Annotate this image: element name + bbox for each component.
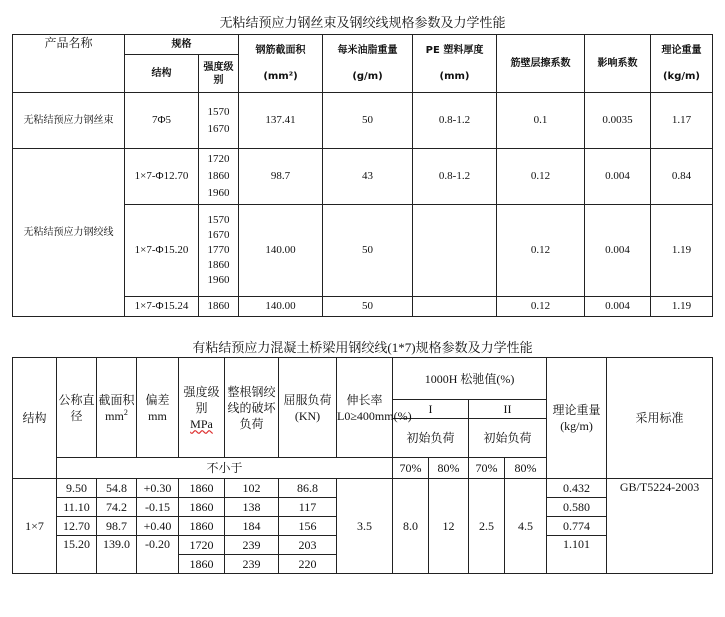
cell-friction: 0.1: [497, 93, 585, 149]
header-strength-unit: MPa: [190, 416, 213, 431]
strength-value: 1960: [207, 274, 230, 286]
strength-value: 1860: [207, 259, 230, 271]
bonded-strand-spec-table: [12, 357, 713, 574]
cell-weight: 1.19: [651, 297, 713, 317]
header-area: [239, 35, 323, 93]
cell-breaking: 184: [225, 517, 279, 536]
table2-title: 有粘结预应力混凝土桥梁用钢绞线(1*7)规格参数及力学性能: [192, 340, 533, 355]
header-spec: 规格: [125, 35, 239, 55]
cell-friction: 0.12: [497, 149, 585, 205]
cell-area: 98.7: [239, 149, 323, 205]
header-area-unit-sup: 2: [123, 407, 128, 417]
header-friction: 筋壁层擦系数: [497, 35, 585, 93]
header-pct80-i: 80%: [429, 458, 469, 479]
cell-weight: 1.101: [547, 536, 607, 574]
header-class-ii: II: [469, 400, 547, 419]
cell-strength: [199, 93, 239, 149]
cell-strength: [199, 205, 239, 297]
header-diameter: 公称直径: [57, 358, 97, 458]
cell-weight: 1.17: [651, 93, 713, 149]
strength-value: 1670: [207, 229, 230, 241]
header-area-unit: mm: [105, 408, 124, 423]
header-tolerance: 偏差mm: [137, 358, 179, 458]
cell-diameter: 11.10: [57, 498, 97, 517]
table-row: [13, 93, 713, 149]
header-structure: 结构: [125, 55, 199, 93]
cell-weight: 0.580: [547, 498, 607, 517]
cell-strength: [199, 149, 239, 205]
cell-strength: 1860: [179, 498, 225, 517]
cell-grease: 50: [323, 297, 413, 317]
header-pct70-ii: 70%: [469, 458, 505, 479]
cell-structure: 1×7-Φ15.24: [125, 297, 199, 317]
cell-grease: 50: [323, 205, 413, 297]
cell-area: 74.2: [97, 498, 137, 517]
header-pe: [413, 35, 497, 93]
cell-product: 无粘结预应力钢丝束: [13, 93, 125, 149]
cell-breaking: 138: [225, 498, 279, 517]
cell-area: 137.41: [239, 93, 323, 149]
steel-strand-spec-table: [12, 34, 713, 317]
cell-relax-ii-70: 2.5: [469, 479, 505, 574]
header-weight-label: 理论重量: [661, 45, 702, 56]
header-area-unit: (mm²): [263, 71, 298, 82]
cell-influence: 0.004: [585, 297, 651, 317]
cell-breaking: 102: [225, 479, 279, 498]
cell-structure: 1×7-Φ15.20: [125, 205, 199, 297]
cell-weight: 1.19: [651, 205, 713, 297]
cell-pe: 0.8-1.2: [413, 149, 497, 205]
cell-structure: 1×7: [13, 479, 57, 574]
cell-relax-i-70: 8.0: [393, 479, 429, 574]
header-influence: 影响系数: [585, 35, 651, 93]
table-row: [13, 149, 713, 205]
header-grease-label: 每米油脂重量: [337, 45, 398, 56]
header-area: [97, 358, 137, 458]
cell-yield: 220: [279, 555, 337, 574]
cell-area: 140.00: [239, 297, 323, 317]
cell-yield: 156: [279, 517, 337, 536]
cell-weight: 0.432: [547, 479, 607, 498]
strength-value: 1570: [207, 105, 230, 118]
cell-grease: 43: [323, 149, 413, 205]
cell-strength: 1860: [199, 297, 239, 317]
header-product-name: 产品名称: [13, 35, 125, 93]
cell-relax-i-80: 12: [429, 479, 469, 574]
cell-diameter: 9.50: [57, 479, 97, 498]
cell-pe: [413, 205, 497, 297]
header-strength-grade: 强度级别: [199, 55, 239, 93]
strength-value: 1670: [207, 122, 230, 135]
cell-yield: 117: [279, 498, 337, 517]
cell-tolerance: -0.15: [137, 498, 179, 517]
cell-grease: 50: [323, 93, 413, 149]
strength-value: 1860: [207, 170, 230, 182]
cell-tolerance: -0.20: [137, 536, 179, 574]
header-weight: [651, 35, 713, 93]
header-strength-label: 强度级别: [183, 384, 220, 415]
cell-influence: 0.004: [585, 205, 651, 297]
cell-elongation: 3.5: [337, 479, 393, 574]
cell-structure: 1×7-Φ12.70: [125, 149, 199, 205]
cell-strength: 1860: [179, 555, 225, 574]
table1-title: 无粘结预应力钢丝束及钢绞线规格参数及力学性能: [219, 15, 506, 30]
strength-value: 1960: [207, 187, 230, 199]
header-grease: [323, 35, 413, 93]
cell-yield: 203: [279, 536, 337, 555]
cell-friction: 0.12: [497, 205, 585, 297]
strength-value: 1570: [207, 214, 230, 226]
header-elongation: 伸长率L0≥400mm(%): [337, 358, 393, 458]
header-initial-load-i: 初始负荷: [393, 419, 469, 458]
table-row: [13, 479, 713, 498]
header-pct70-i: 70%: [393, 458, 429, 479]
cell-influence: 0.004: [585, 149, 651, 205]
header-structure: 结构: [13, 358, 57, 479]
cell-influence: 0.0035: [585, 93, 651, 149]
strength-value: 1770: [207, 244, 230, 256]
cell-structure: 7Φ5: [125, 93, 199, 149]
header-grease-unit: (g/m): [352, 71, 383, 82]
cell-diameter: 12.70: [57, 517, 97, 536]
cell-tolerance: +0.40: [137, 517, 179, 536]
cell-strength: 1860: [179, 479, 225, 498]
cell-product: 无粘结预应力钢绞线: [13, 149, 125, 317]
cell-pe: [413, 297, 497, 317]
header-weight-unit: (kg/m): [662, 71, 701, 82]
header-relaxation: 1000H 松驰值(%): [393, 358, 547, 400]
cell-area: 98.7: [97, 517, 137, 536]
cell-area: 139.0: [97, 536, 137, 574]
header-not-less: 不小于: [57, 458, 393, 479]
cell-diameter: 15.20: [57, 536, 97, 574]
header-pe-unit: (mm): [439, 71, 470, 82]
header-area-label: 截面积: [98, 392, 135, 407]
cell-friction: 0.12: [497, 297, 585, 317]
header-pe-label: PE 塑料厚度: [425, 45, 484, 56]
cell-tolerance: +0.30: [137, 479, 179, 498]
cell-breaking: 239: [225, 536, 279, 555]
header-standard: 采用标准: [607, 358, 713, 479]
cell-relax-ii-80: 4.5: [505, 479, 547, 574]
header-yield-load: 屈服负荷(KN): [279, 358, 337, 458]
cell-area: 54.8: [97, 479, 137, 498]
cell-breaking: 239: [225, 555, 279, 574]
cell-strength: 1860: [179, 517, 225, 536]
cell-pe: 0.8-1.2: [413, 93, 497, 149]
cell-strength: 1720: [179, 536, 225, 555]
header-strength: [179, 358, 225, 458]
header-breaking-load: 整根钢绞线的破坏负荷: [225, 358, 279, 458]
header-weight: 理论重量(kg/m): [547, 358, 607, 479]
strength-value: 1720: [207, 153, 230, 165]
cell-weight: 0.774: [547, 517, 607, 536]
cell-yield: 86.8: [279, 479, 337, 498]
cell-standard: GB/T5224-2003: [607, 479, 713, 574]
header-area-label: 钢筋截面积: [255, 45, 306, 56]
cell-area: 140.00: [239, 205, 323, 297]
header-pct80-ii: 80%: [505, 458, 547, 479]
cell-weight: 0.84: [651, 149, 713, 205]
header-class-i: I: [393, 400, 469, 419]
header-initial-load-ii: 初始负荷: [469, 419, 547, 458]
